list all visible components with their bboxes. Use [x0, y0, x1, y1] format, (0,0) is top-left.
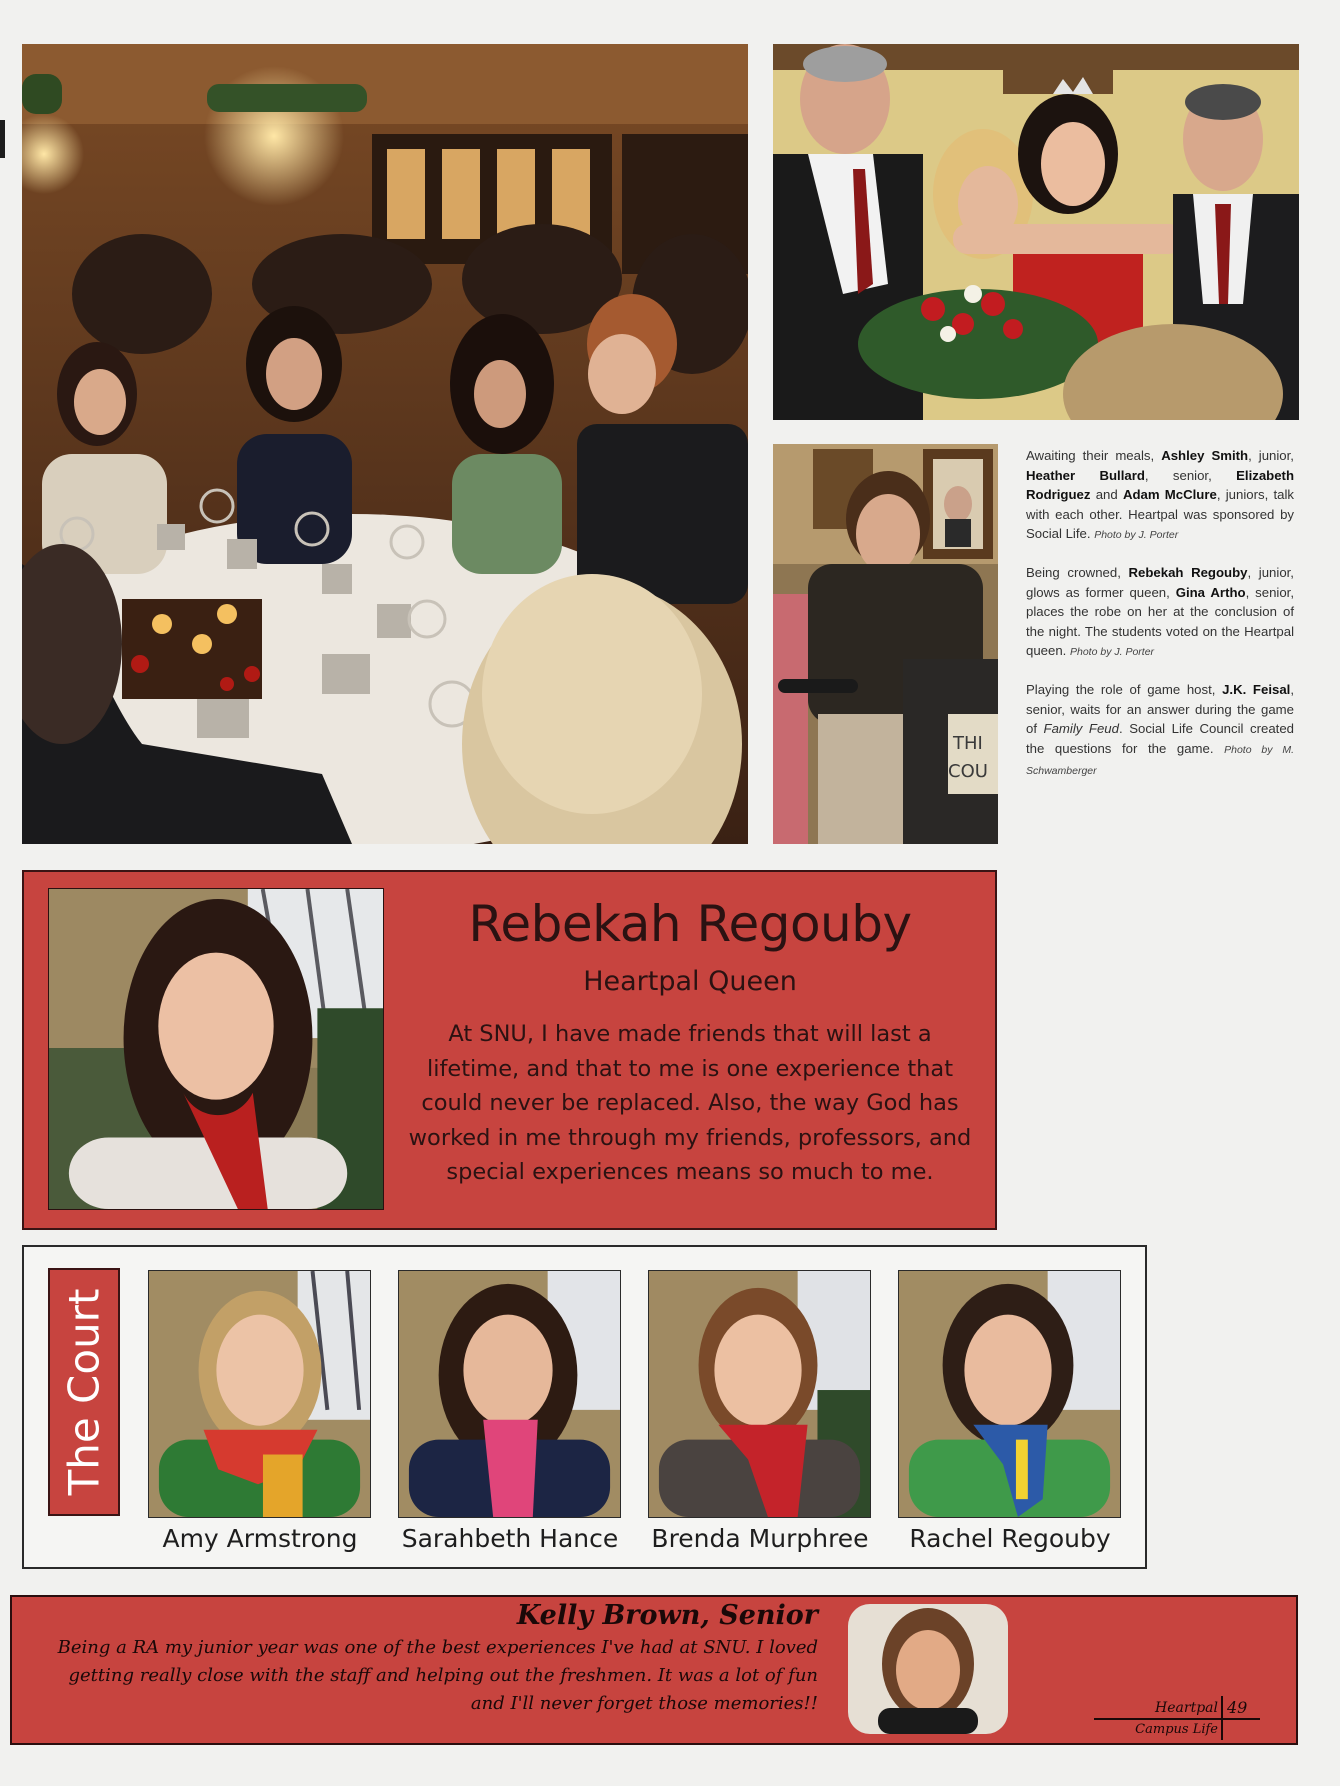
caption-text: Rebekah Regouby: [1128, 564, 1248, 580]
page-number: 49: [1227, 1698, 1248, 1717]
queen-title: Heartpal Queen: [583, 966, 797, 997]
court-portrait-4: [898, 1270, 1121, 1518]
caption-text: Heather Bullard: [1026, 467, 1145, 483]
caption-text: Being crowned,: [1026, 564, 1129, 580]
photo-credit: Photo by J. Porter: [1094, 529, 1179, 542]
caption-text: , senior, places the robe on her at the conclusion of the night. The students voted on the Heartpal queen.: [1026, 584, 1294, 659]
caption-text: , junior,: [1248, 448, 1294, 463]
caption-text: , senior,: [1144, 467, 1237, 483]
queen-portrait: [48, 888, 384, 1210]
court-member-name: Sarahbeth Hance: [401, 1524, 619, 1553]
caption-text: Awaiting their meals,: [1026, 448, 1162, 463]
caption-text: Adam McClure: [1122, 487, 1217, 503]
caption-text: , juniors, talk with each other. Heartpal was sponsored by Social Life.: [1026, 487, 1294, 542]
scan-edge-mark: [0, 120, 5, 158]
banner-quote: Being a RA my junior year was one of the best experiences I've had at SNU. I loved getting really close with the staff and helping out the freshmen. It was a lot of fun and I'll never forget those memories!!: [57, 1637, 818, 1714]
kelly-portrait: [848, 1604, 1008, 1734]
banner-name: Kelly Brown, Senior: [516, 1600, 818, 1631]
court-portrait-2: [398, 1270, 621, 1518]
caption-text: Ashley Smith: [1161, 448, 1249, 463]
folio-rule: [1221, 1696, 1223, 1740]
crowning-photo: [773, 44, 1299, 420]
folio-subsection: Campus Life: [1135, 1722, 1218, 1737]
court-label: [48, 1268, 120, 1516]
caption-text: , senior, waits for an answer during the game of: [1026, 681, 1294, 737]
banquet-table-photo: [22, 44, 748, 844]
caption-text: Family Feud: [1043, 721, 1119, 737]
folio-rule: [1094, 1718, 1260, 1720]
podium-sign-line1: THI: [953, 733, 983, 754]
court-member-name: Brenda Murphree: [651, 1524, 869, 1553]
folio-section: Heartpal: [1155, 1700, 1218, 1716]
photo-captions: [1026, 446, 1294, 799]
game-host-photo: [773, 444, 998, 844]
queen-quote: At SNU, I have made friends that will last a lifetime, and that to me is one experience that could never be replaced. Also, the way God has worked in me through my friends, professors, and special experiences means so much to me.: [408, 1021, 972, 1185]
court-member-name: Rachel Regouby: [909, 1524, 1111, 1553]
court-portrait-1: [148, 1270, 371, 1518]
caption-text: Elizabeth Rodriguez: [1026, 467, 1294, 503]
caption-1: [1026, 446, 1294, 546]
caption-text: . Social Life Council created the questions for the game.: [1026, 721, 1294, 756]
caption-text: J.K. Feisal: [1222, 681, 1291, 697]
photo-credit: Photo by M. Schwamberger: [1026, 743, 1295, 778]
photo-credit: Photo by J. Porter: [1070, 646, 1155, 659]
caption-text: and: [1090, 487, 1123, 503]
podium-sign-line2: COU: [948, 761, 988, 782]
queen-name: Rebekah Regouby: [468, 895, 912, 953]
caption-text: Gina Artho: [1175, 584, 1246, 600]
court-portrait-3: [648, 1270, 871, 1518]
caption-2: [1026, 563, 1294, 663]
caption-text: , junior, glows as former queen,: [1026, 564, 1294, 600]
court-label-text: The Court: [59, 1288, 109, 1496]
caption-3: [1026, 680, 1294, 782]
court-member-name: Amy Armstrong: [162, 1524, 358, 1553]
caption-text: Playing the role of game host,: [1026, 681, 1223, 697]
